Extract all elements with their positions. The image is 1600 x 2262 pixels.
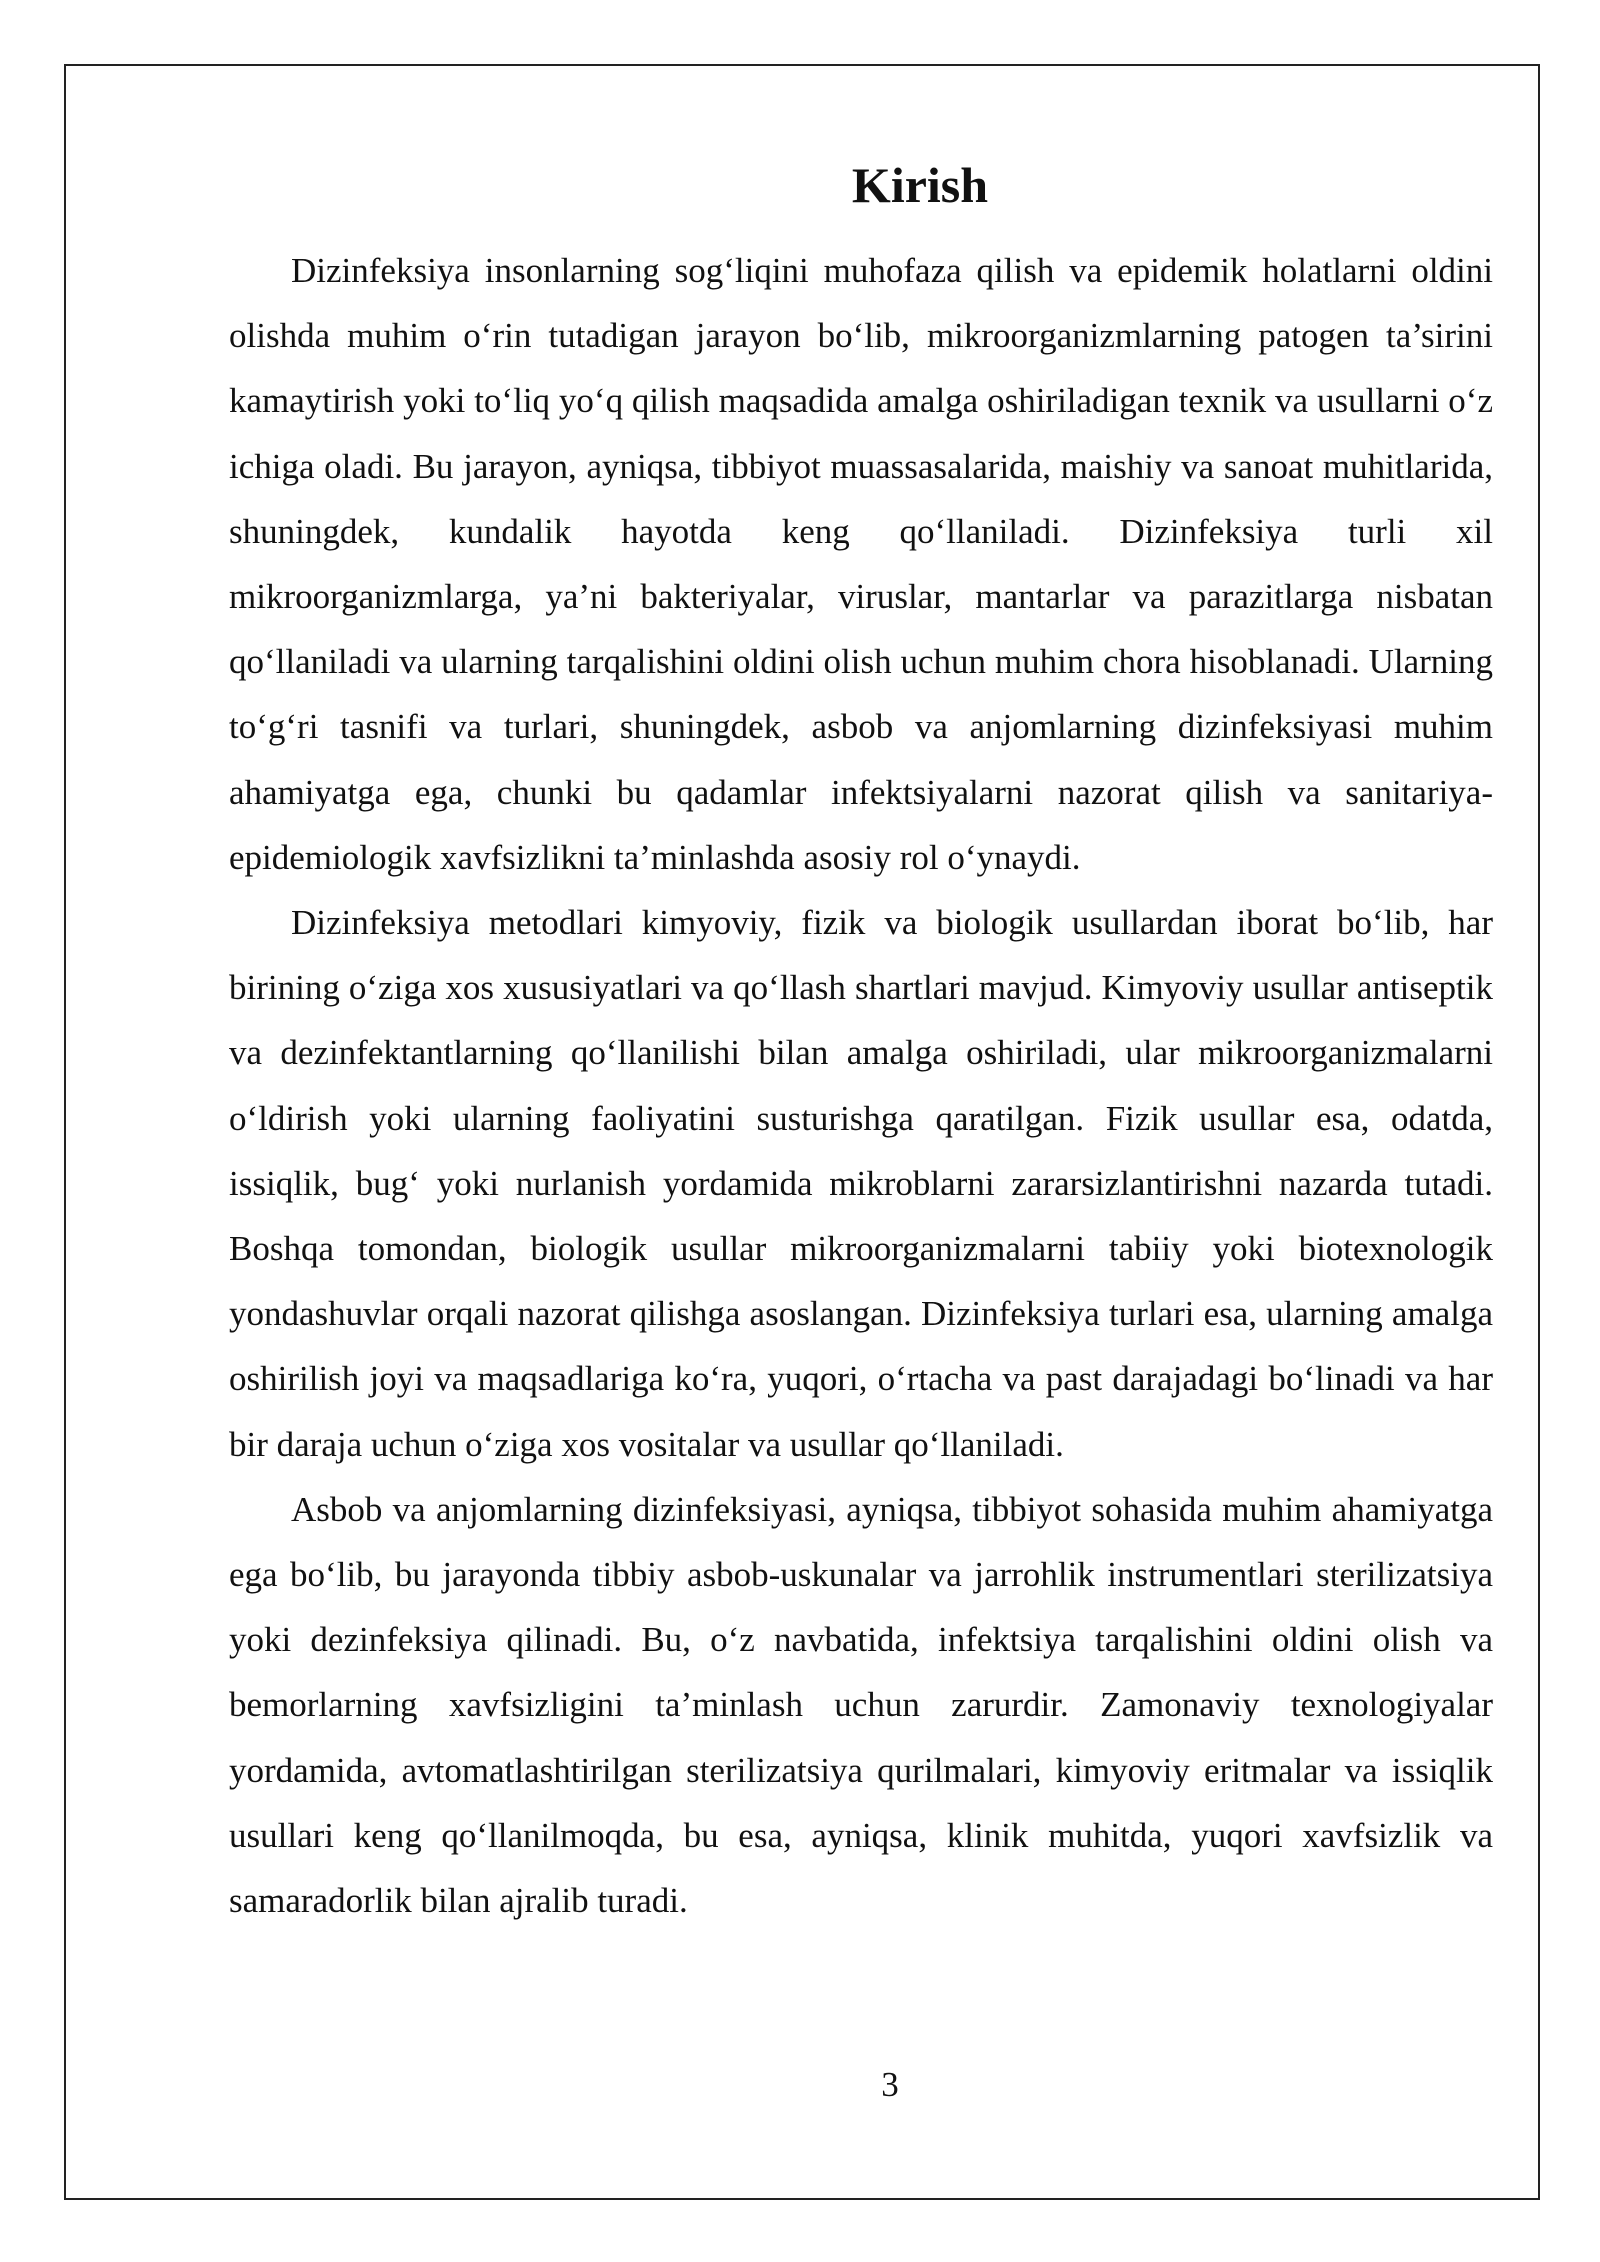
paragraph-2: Dizinfeksiya metodlari kimyoviy, fizik va biologik usullardan iborat bo‘lib, har birining o‘ziga xos xususiyatlari va qo‘llash shartlari mavjud. Kimyoviy usullar antiseptik va dezinfektantlarning qo‘llanilishi bilan amalga oshiriladi, ular mikroorganizmalarni o‘ldirish yoki ularning faoliyatini susturishga qaratilgan. Fizik usullar esa, odatda, issiqlik, bug‘ yoki nurlanish yordamida mikroblarni zararsizlantirishni nazarda tutadi. Boshqa tomondan, biologik usullar mikroorganizmalarni tabiiy yoki biotexnologik yondashuvlar orqali nazorat qilishga asoslangan. Dizinfeksiya turlari esa, ularning amalga oshirilish joyi va maqsadlariga ko‘ra, yuqori, o‘rtacha va past darajadagi bo‘linadi va har bir daraja uchun o‘ziga xos vositalar va usullar qo‘llaniladi. xyxy=(229,903,1493,1464)
page-number: 3 xyxy=(881,2065,899,2104)
document-body xyxy=(229,140,1493,1933)
paragraph-3: Asbob va anjomlarning dizinfeksiyasi, ayniqsa, tibbiyot sohasida muhim ahamiyatga ega bo‘lib, bu jarayonda tibbiy asbob-uskunalar va jarrohlik instrumentlari sterilizatsiya yoki dezinfeksiya qilinadi. Bu, o‘z navbatida, infektsiya tarqalishini oldini olish va bemorlarning xavfsizligini ta’minlash uchun zarurdir. Zamonaviy texnologiyalar yordamida, avtomatlashtirilgan sterilizatsiya qurilmalari, kimyoviy eritmalar va issiqlik usullari keng qo‘llanilmoqda, bu esa, ayniqsa, klinik muhitda, yuqori xavfsizlik va samaradorlik bilan ajralib turadi. xyxy=(229,1489,1493,1921)
paragraph-1: Dizinfeksiya insonlarning sog‘liqini muhofaza qilish va epidemik holatlarni oldini olishda muhim o‘rin tutadigan jarayon bo‘lib, mikroorganizmlarning patogen ta’sirini kamaytirish yoki to‘liq yo‘q qilish maqsadida amalga oshiriladigan texnik va usullarni o‘z ichiga oladi. Bu jarayon, ayniqsa, tibbiyot muassasalarida, maishiy va sanoat muhitlarida, shuningdek, kundalik hayotda keng qo‘llaniladi. Dizinfeksiya turli xil mikroorganizmlarga, ya’ni bakteriyalar, viruslar, mantarlar va parazitlarga nisbatan qo‘llaniladi va ularning tarqalishini oldini olish uchun muhim chora hisoblanadi. Ularning to‘g‘ri tasnifi va turlari, shuningdek, asbob va anjomlarning dizinfeksiyasi muhim ahamiyatga ega, chunki bu qadamlar infektsiyalarni nazorat qilish va sanitariya-epidemiologik xavfsizlikni ta’minlashda asosiy rol o‘ynaydi. xyxy=(229,251,1493,877)
page-title: Kirish xyxy=(851,157,989,213)
